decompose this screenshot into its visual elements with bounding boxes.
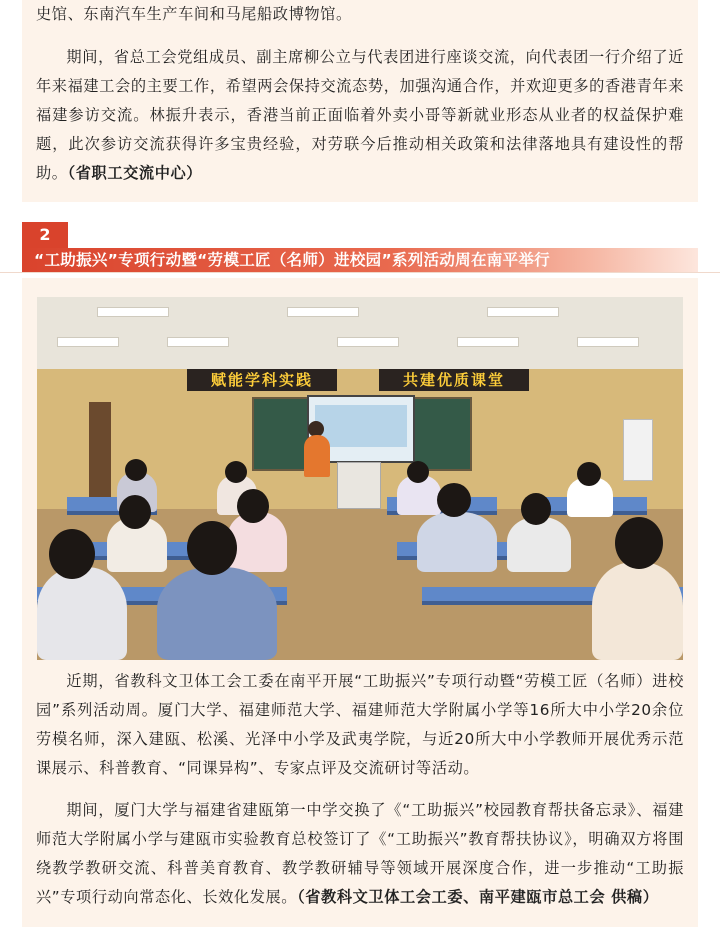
- ceiling-light: [337, 337, 399, 347]
- ceiling-light: [487, 307, 559, 317]
- paragraph-agreement-text: 期间，厦门大学与福建省建瓯第一中学交换了《“工助振兴”校园教育帮扶备忘录》、福建师范大学附属小学与建瓯市实验教育总校签订了《“工助振兴”教育帮扶协议》，明确双方将围绕教学教研交流、科普美育教育、教学教研辅导等领域开展深度合作，进一步推动“工助振兴”专项行动向常态化、长效化发展。: [36, 801, 684, 906]
- paragraph-meeting: [36, 43, 684, 188]
- audience-head: [237, 489, 269, 523]
- article-section-1: [22, 0, 698, 202]
- ceiling-light: [287, 307, 359, 317]
- blackboard-left: [252, 397, 311, 471]
- audience-member: [37, 567, 127, 660]
- audience-head: [407, 461, 429, 483]
- blackboard-right: [413, 397, 472, 471]
- audience-head: [49, 529, 95, 579]
- presenter: [304, 435, 330, 477]
- classroom-door: [89, 402, 111, 497]
- source-credit: （省教科文卫体工会工委、南平建瓯市总工会 供稿）: [297, 888, 659, 906]
- section-number-badge: 2: [22, 222, 68, 248]
- audience-head: [577, 462, 601, 486]
- ceiling-light: [577, 337, 639, 347]
- air-conditioner: [623, 419, 653, 481]
- ceiling-light: [457, 337, 519, 347]
- heading-divider: [0, 272, 720, 273]
- paragraph-activity: [36, 667, 684, 783]
- paragraph-continuation-text: 史馆、东南汽车生产车间和马尾船政博物馆。: [36, 5, 352, 23]
- banner-right: 共建优质课堂: [379, 369, 529, 391]
- audience-member: [507, 517, 571, 572]
- audience-head: [521, 493, 551, 525]
- audience-head: [437, 483, 471, 517]
- podium: [337, 462, 381, 509]
- section-heading: [22, 248, 698, 272]
- ceiling-light: [97, 307, 169, 317]
- audience-head: [615, 517, 663, 569]
- audience-member: [592, 562, 683, 660]
- audience-head: [225, 461, 247, 483]
- paragraph-activity-text: 近期，省教科文卫体工会工委在南平开展“工助振兴”专项行动暨“劳模工匠（名师）进校园”系列活动周。厦门大学、福建师范大学、福建师范大学附属小学等16所大中小学20余位劳模名师，深入建瓯、松溪、光泽中小学及武夷学院，与近20所大中小学教师开展优秀示范课展示、科普教育、“同课异构”、专家点评及交流研讨等活动。: [36, 672, 685, 777]
- audience-member: [417, 512, 497, 572]
- section-title: “工助振兴”专项行动暨“劳模工匠（名师）进校园”系列活动周在南平举行: [34, 251, 550, 269]
- paragraph-agreement: [36, 796, 684, 912]
- ceiling-light: [167, 337, 229, 347]
- audience-head: [125, 459, 147, 481]
- paragraph-continuation: [36, 0, 684, 29]
- source-credit: （省职工交流中心）: [67, 164, 203, 182]
- classroom-photo: [37, 297, 683, 660]
- banner-left: 赋能学科实践: [187, 369, 337, 391]
- ceiling-light: [57, 337, 119, 347]
- audience-member: [157, 567, 277, 660]
- audience-head: [187, 521, 237, 575]
- audience-head: [119, 495, 151, 529]
- paragraph-meeting-text: 期间，省总工会党组成员、副主席柳公立与代表团进行座谈交流，向代表团一行介绍了近年来福建工会的主要工作，希望两会保持交流态势，加强沟通合作，并欢迎更多的香港青年来福建参访交流。林振升表示，香港当前正面临着外卖小哥等新就业形态从业者的权益保护难题，此次参访交流获得许多宝贵经验，对劳联今后推动相关政策和法律落地具有建设性的帮助。: [36, 48, 684, 182]
